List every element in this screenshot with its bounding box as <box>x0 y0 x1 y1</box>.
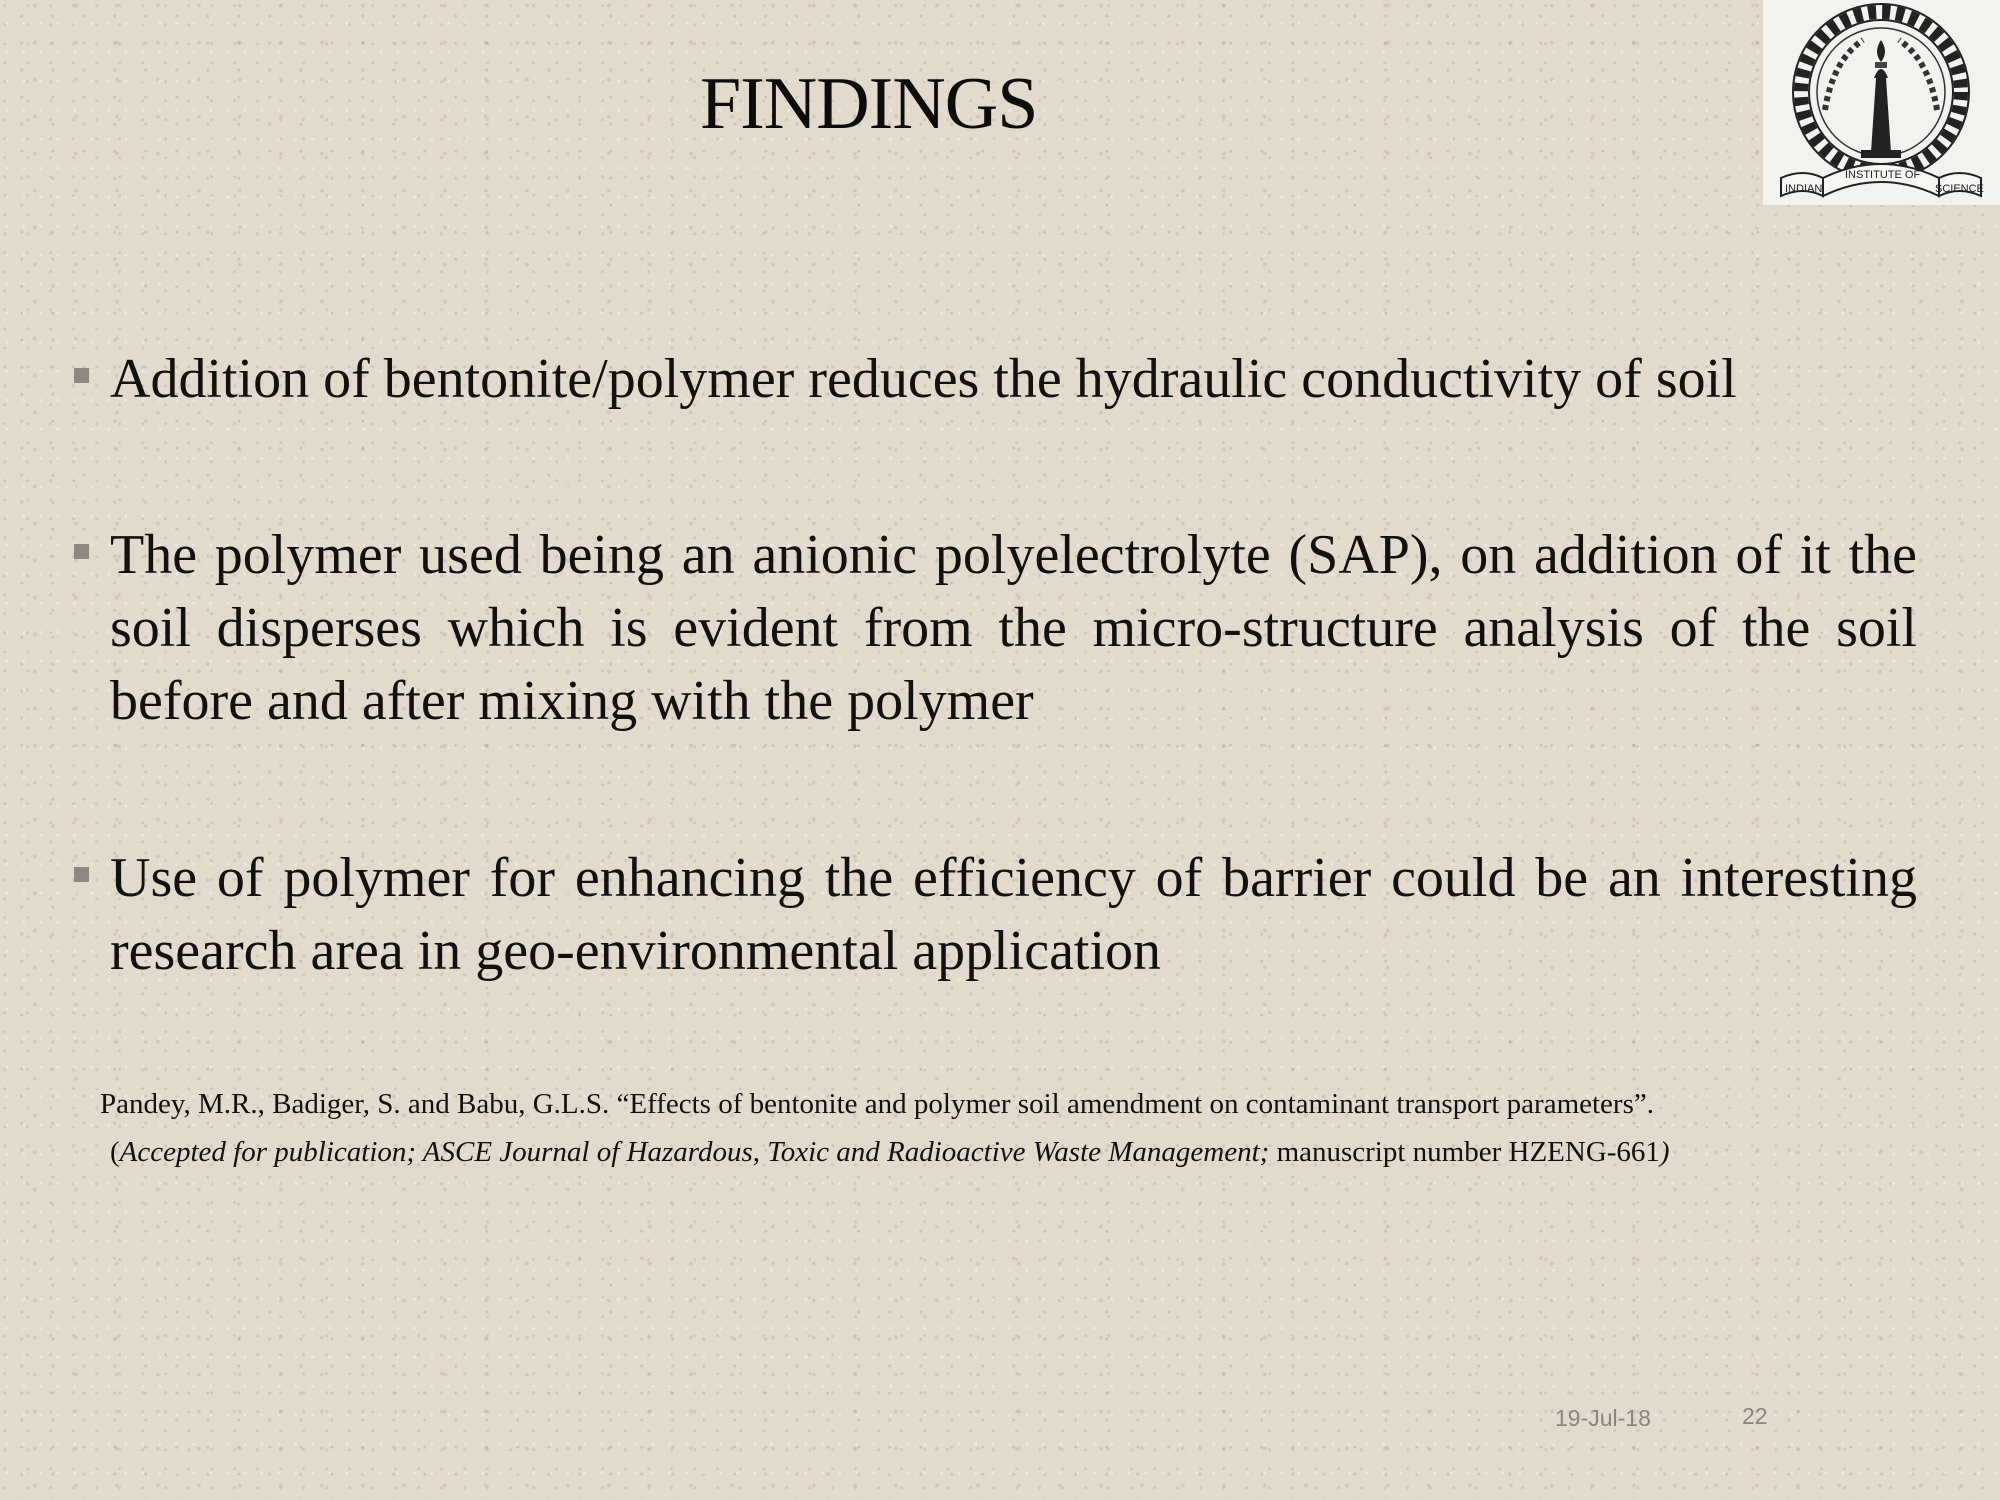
reference-close-paren: ) <box>1659 1136 1670 1168</box>
finding-item <box>72 343 1917 416</box>
institute-logo <box>1763 0 2000 205</box>
reference-manuscript: manuscript number HZENG-661 <box>1269 1136 1660 1168</box>
reference-authors-title: Pandey, M.R., Badiger, S. and Babu, G.L.S. “Effects of bentonite and polymer soil amendment on contaminant transport parameters”. <box>100 1088 1654 1120</box>
finding-item <box>72 842 1917 988</box>
slide-title: FINDINGS <box>700 63 1038 145</box>
finding-text: The polymer used being an anionic polyelectrolyte (SAP), on addition of it the soil disperses which is evident from the micro-structure analysis of the soil before and after mixing with the polymer <box>110 524 1917 732</box>
iisc-emblem-icon <box>1763 0 2000 205</box>
findings-list <box>72 343 1917 988</box>
finding-item <box>72 519 1917 738</box>
reference-publication-status <box>100 1128 1912 1176</box>
footer-page-number: 22 <box>1742 1403 1768 1429</box>
logo-text-right: SCIENCE <box>1935 183 1984 195</box>
finding-text: Addition of bentonite/polymer reduces the hydraulic conductivity of soil <box>110 348 1737 410</box>
bullet-square-icon <box>74 368 89 383</box>
reference-citation <box>100 1080 1912 1176</box>
bullet-square-icon <box>74 544 89 559</box>
reference-open-paren: ( <box>110 1136 120 1168</box>
logo-text-left: INDIAN <box>1785 183 1823 195</box>
footer-date: 19-Jul-18 <box>1555 1405 1651 1431</box>
logo-text-middle: INSTITUTE OF <box>1845 169 1921 181</box>
finding-text: Use of polymer for enhancing the efficiency of barrier could be an interesting research area in geo-environmental application <box>110 847 1917 982</box>
bullet-square-icon <box>74 867 89 882</box>
reference-journal: Accepted for publication; ASCE Journal of Hazardous, Toxic and Radioactive Waste Management; <box>119 1136 1270 1168</box>
